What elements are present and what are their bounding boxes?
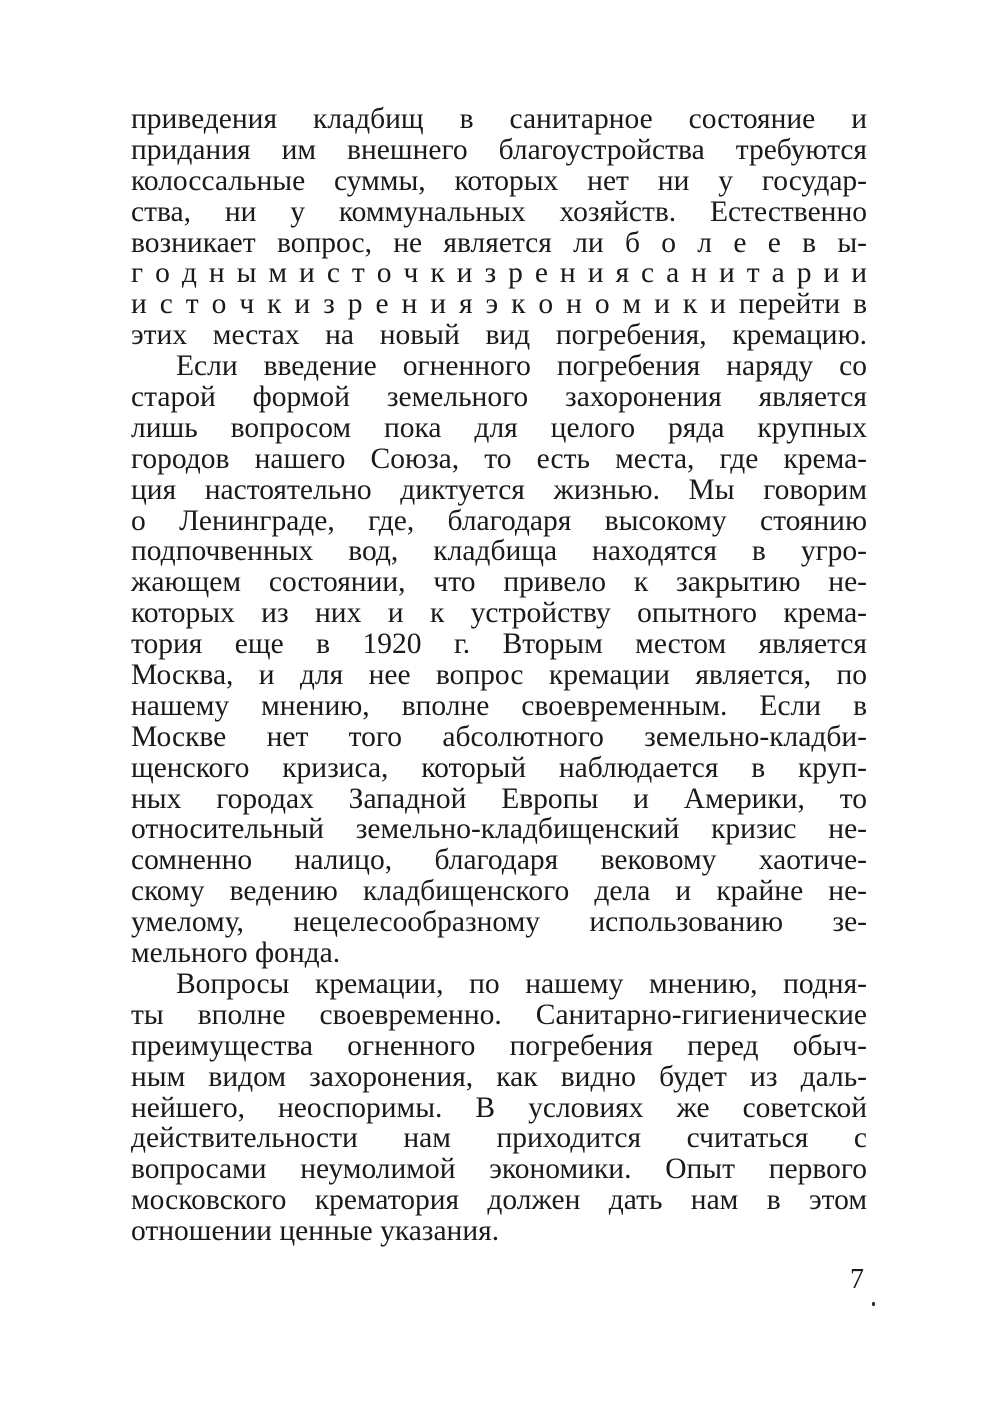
text-line: подпочвенных вод, кладбища находятся в угро- <box>131 535 867 568</box>
text-line: Москве нет того абсолютного земельно-кладби- <box>131 720 867 753</box>
text-line: сомненно налицо, благодаря вековому хаотиче- <box>131 844 867 877</box>
text-line: ция настоятельно диктуется жизнью. Мы говорим <box>131 473 867 506</box>
text-line: старой формой земельного захоронения является <box>131 381 867 414</box>
print-speck <box>872 1302 875 1306</box>
text-line: вопросами неумолимой экономики. Опыт первого <box>131 1153 867 1186</box>
text-line: нашему мнению, вполне своевременным. Если в <box>131 689 867 722</box>
text-line: возникает вопрос, не является ли б о л е е в ы- <box>131 226 867 259</box>
text-line: умелому, нецелесообразному использованию зе- <box>131 906 867 939</box>
text-line: и с т о ч к и з р е н и я э к о н о м и к и перейти в <box>131 288 867 321</box>
text-line: щенского кризиса, который наблюдается в круп- <box>131 751 867 784</box>
text-line: г о д н ы м и с т о ч к и з р е н и я с а н и т а р и и <box>131 257 867 290</box>
text-line: приведения кладбищ в санитарное состояние и <box>131 103 867 135</box>
text-line: московского крематория должен дать нам в этом <box>131 1184 867 1217</box>
text-line: придания им внешнего благоустройства требуются <box>131 133 867 166</box>
text-line: ты вполне своевременно. Санитарно-гигиенические <box>131 998 867 1031</box>
text-line: нейшего, неоспоримы. В условиях же советской <box>131 1091 867 1124</box>
text-line: лишь вопросом пока для целого ряда крупных <box>131 411 867 444</box>
text-line: относительный земельно-кладбищенский кризис не- <box>131 813 867 846</box>
text-line: ным видом захоронения, как видно будет из даль- <box>131 1060 867 1093</box>
text-line: городов нашего Союза, то есть места, где крема- <box>131 442 867 475</box>
text-line: преимущества огненного погребения перед обыч- <box>131 1029 867 1062</box>
text-line: ных городах Западной Европы и Америки, то <box>131 782 867 815</box>
text-line: тория еще в 1920 г. Вторым местом является <box>131 628 867 661</box>
text-line: колоссальные суммы, которых нет ни у государ- <box>131 164 867 197</box>
text-line: ства, ни у коммунальных хозяйств. Естественно <box>131 195 867 228</box>
text-line: мельного фонда. <box>131 937 341 970</box>
text-line: скому ведению кладбищенского дела и крайне не- <box>131 875 867 908</box>
text-line: жающем состоянии, что привело к закрытию не- <box>131 566 867 599</box>
text-line: этих местах на новый вид погребения, кремацию. <box>131 319 867 352</box>
page-number: 7 <box>850 1264 864 1295</box>
body-text <box>131 104 867 1247</box>
text-line: Вопросы кремации, по нашему мнению, подня- <box>176 967 867 1000</box>
text-line: действительности нам приходится считаться с <box>131 1122 867 1155</box>
text-line: о Ленинграде, где, благодаря высокому стоянию <box>131 504 867 537</box>
text-line: отношении ценные указания. <box>131 1215 500 1248</box>
text-line: которых из них и к устройству опытного крема- <box>131 597 867 630</box>
text-line: Москва, и для нее вопрос кремации является, по <box>131 659 867 692</box>
text-line: Если введение огненного погребения наряду со <box>176 350 867 383</box>
